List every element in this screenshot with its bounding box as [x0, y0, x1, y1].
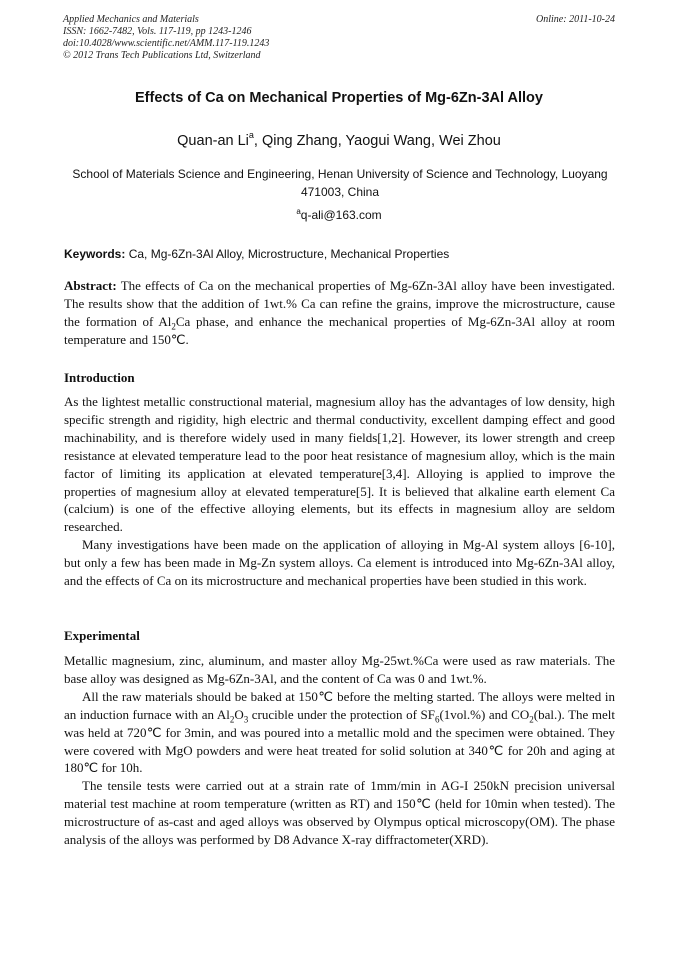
journal-header — [63, 14, 615, 62]
paper-title: Effects of Ca on Mechanical Properties of Mg-6Zn-3Al Alloy — [135, 90, 543, 106]
introduction-body — [64, 393, 615, 590]
intro-paragraph-1: As the lightest metallic constructional material, magnesium alloy has the advantages of low density, high specific strength and rigidity, high electric and thermal conductivity, excellent damping effect and good machinability, and is therefore widely used in many fields[1,2]. However, its lower strength and creep resistance at elevated temperature lead to the poor heat resistance of magnesium alloy, which is the main factor of limiting its application at elevated temperature[3,4]. Alloying is applied to improve the properties of magnesium alloy at elevated temperature[5]. It is believed that alkaline earth element Ca (calcium) is one of the effective alloying elements, but its effects in magnesium alloy are seldom researched. — [64, 394, 615, 535]
email-address: q-ali@163.com — [300, 208, 382, 222]
exp-p2-sub4: 2 — [529, 714, 534, 725]
introduction-heading: Introduction — [64, 370, 135, 385]
exp-p2-d: (1vol.%) and CO — [439, 706, 530, 722]
author-first: Quan-an Li — [177, 132, 249, 149]
exp-p2-c: crucible under the protection of SF — [248, 706, 435, 722]
exp-p2-a: All the raw materials should be baked at 150℃ before the melting started. The alloys were melted in an induction furnace with an Al — [64, 688, 615, 722]
abstract-sub: 2 — [171, 321, 176, 332]
abstract — [64, 277, 615, 349]
copyright-line: © 2012 Trans Tech Publications Ltd, Switzerland — [63, 50, 261, 61]
exp-paragraph-3: The tensile tests were carried out at a strain rate of 1mm/min in AG-I 250kN precision universal material test machine at room temperature (written as RT) and 150℃ (held for 10min when tested). The microstructure of as-cast and aged alloys was observed by Olympus optical microscopy(OM). The phase analysis of the alloys was performed by D8 Advance X-ray diffractometer(XRD). — [64, 778, 615, 848]
exp-paragraph-1: Metallic magnesium, zinc, aluminum, and master alloy Mg-25wt.%Ca were used as raw materials. The base alloy was designed as Mg-6Zn-3Al, and the content of Ca was 0 and 1wt.%. — [64, 653, 615, 686]
email-mark: a — [296, 207, 301, 216]
exp-p2-sub3: 6 — [434, 714, 440, 725]
exp-p2-b: O — [234, 706, 244, 722]
author-list — [0, 131, 678, 149]
issn-line: ISSN: 1662-7482, Vols. 117-119, pp 1243-1246 — [63, 26, 252, 37]
exp-p2-sub2: 3 — [243, 714, 249, 725]
author-email — [0, 207, 678, 222]
abstract-text-1: The effects of Ca on the mechanical properties of Mg-6Zn-3Al alloy have been investigated. The results show that the addition of 1wt.% Ca can refine the grains, improve the microstructure, cause the formation of Al — [64, 278, 615, 329]
exp-p2-e: (bal.). The melt was held at 720℃ for 3min, and was poured into a metallic mold and the specimen were obtained. They were covered with MgO powders and were heat treated for solid solution at 340℃ for 20h and aging at 180℃ for 10h. — [64, 706, 615, 776]
keywords — [64, 247, 616, 261]
affiliation: School of Materials Science and Engineering, Henan University of Science and Technology, Luoyang 471003, China — [72, 167, 608, 199]
abstract-label: Abstract: — [64, 278, 117, 293]
exp-paragraph-2 — [64, 688, 615, 778]
author-affil-mark: a — [248, 130, 254, 140]
exp-p2-sub1: 2 — [229, 714, 235, 725]
experimental-heading: Experimental — [64, 628, 140, 643]
abstract-text-2: Ca phase, and enhance the mechanical properties of Mg-6Zn-3Al alloy at room temperature and 150℃. — [64, 313, 615, 347]
doi-line: doi:10.4028/www.scientific.net/AMM.117-119.1243 — [63, 38, 270, 49]
intro-paragraph-2: Many investigations have been made on the application of alloying in Mg-Al system alloys [6-10], but only a few has been made in Mg-Zn system alloys. Ca element is introduced into Mg-6Zn-3Al alloy, and the effects of Ca on its microstructure and mechanical properties have been studied in this work. — [64, 537, 615, 589]
abstract-paragraph — [64, 277, 615, 349]
keywords-label: Keywords: — [64, 247, 126, 261]
experimental-body — [64, 652, 615, 849]
online-date: Online: 2011-10-24 — [536, 14, 615, 25]
journal-name: Applied Mechanics and Materials — [63, 14, 199, 25]
keywords-text: Ca, Mg-6Zn-3Al Alloy, Microstructure, Mechanical Properties — [125, 247, 450, 261]
author-rest: , Qing Zhang, Yaogui Wang, Wei Zhou — [253, 132, 501, 149]
